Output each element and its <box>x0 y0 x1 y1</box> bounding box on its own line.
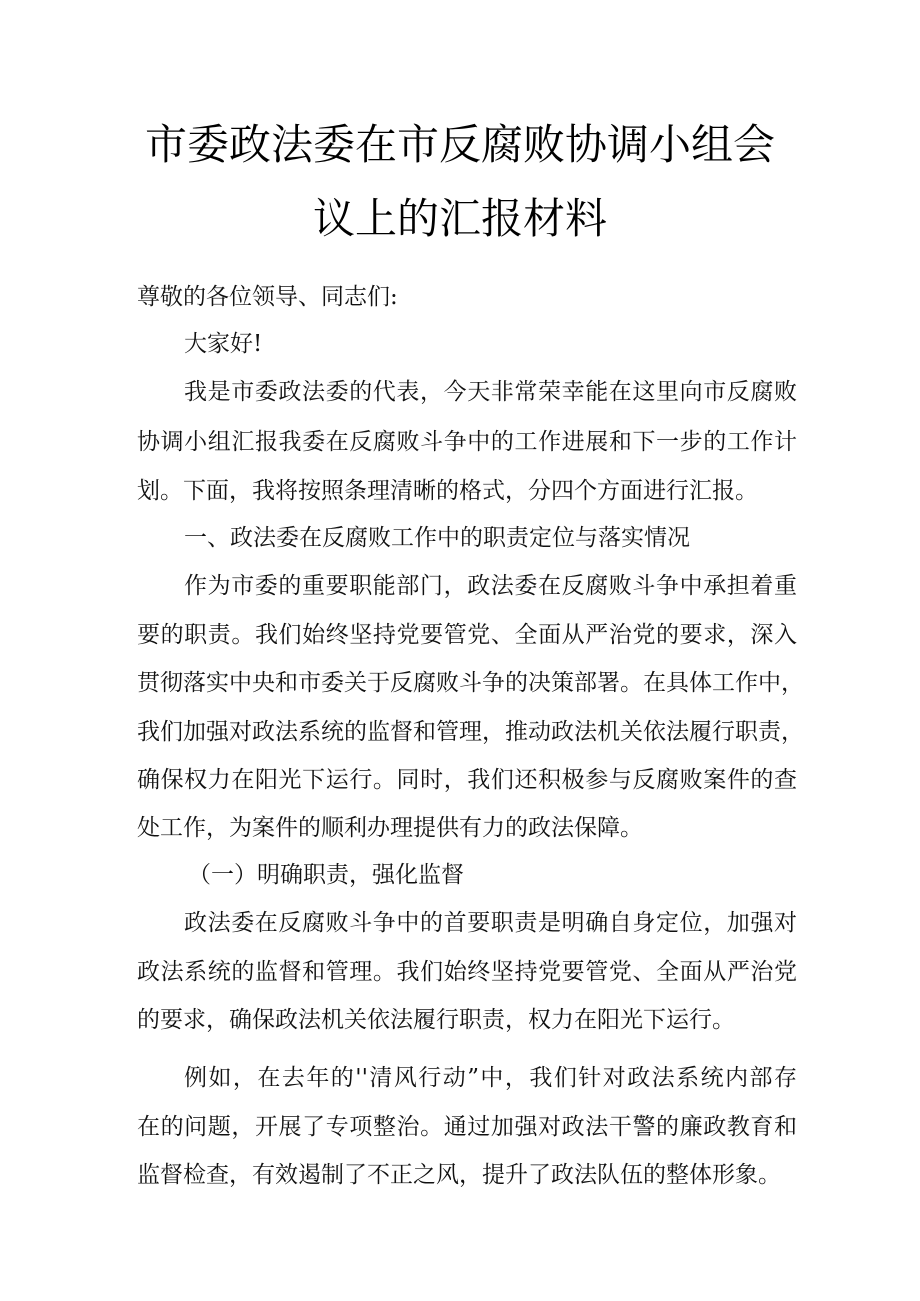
section-1-body-line: 作为市委的重要职能部门，政法委在反腐败斗争中承担着重 <box>184 573 797 599</box>
section-1-heading: 一、政法委在反腐败工作中的职责定位与落实情况 <box>184 525 690 551</box>
subsection-1-body-line: 政法系统的监督和管理。我们始终坚持党要管党、全面从严治党 <box>137 959 797 985</box>
example-body-line: 监督检查，有效遏制了不正之风，提升了政法队伍的整体形象。 <box>137 1162 781 1188</box>
greeting: 大家好! <box>184 331 263 357</box>
example-body-line: 在的问题，开展了专项整治。通过加强对政法干警的廉政教育和 <box>137 1114 797 1140</box>
subsection-1-heading: （一）明确职责，强化监督 <box>188 862 464 888</box>
example-body-line: 例如，在去年的''清风行动”中，我们针对政法系统内部存 <box>184 1065 797 1091</box>
intro-line: 划。下面，我将按照条理清晰的格式，分四个方面进行汇报。 <box>137 478 758 504</box>
document-title-line-2: 议上的汇报材料 <box>312 194 607 243</box>
section-1-body-line: 要的职责。我们始终坚持党要管党、全面从严治党的要求，深入 <box>137 622 797 648</box>
section-1-body-line: 处工作，为案件的顺利办理提供有力的政法保障。 <box>137 815 643 841</box>
salutation: 尊敬的各位领导、同志们: <box>137 284 398 310</box>
section-1-body-line: 我们加强对政法系统的监督和管理，推动政法机关依法履行职责， <box>137 719 804 745</box>
intro-line: 我是市委政法委的代表，今天非常荣幸能在这里向市反腐败 <box>184 379 797 405</box>
document-title-line-1: 市委政法委在市反腐败协调小组会 <box>144 120 775 169</box>
intro-line: 协调小组汇报我委在反腐败斗争中的工作进展和下一步的工作计 <box>137 429 797 455</box>
section-1-body-line: 确保权力在阳光下运行。同时，我们还积极参与反腐败案件的查 <box>137 767 797 793</box>
subsection-1-body-line: 的要求，确保政法机关依法履行职责，权力在阳光下运行。 <box>137 1007 735 1033</box>
section-1-body-line: 贯彻落实中央和市委关于反腐败斗争的决策部署。在具体工作中， <box>137 670 804 696</box>
subsection-1-body-line: 政法委在反腐败斗争中的首要职责是明确自身定位，加强对 <box>184 910 797 936</box>
